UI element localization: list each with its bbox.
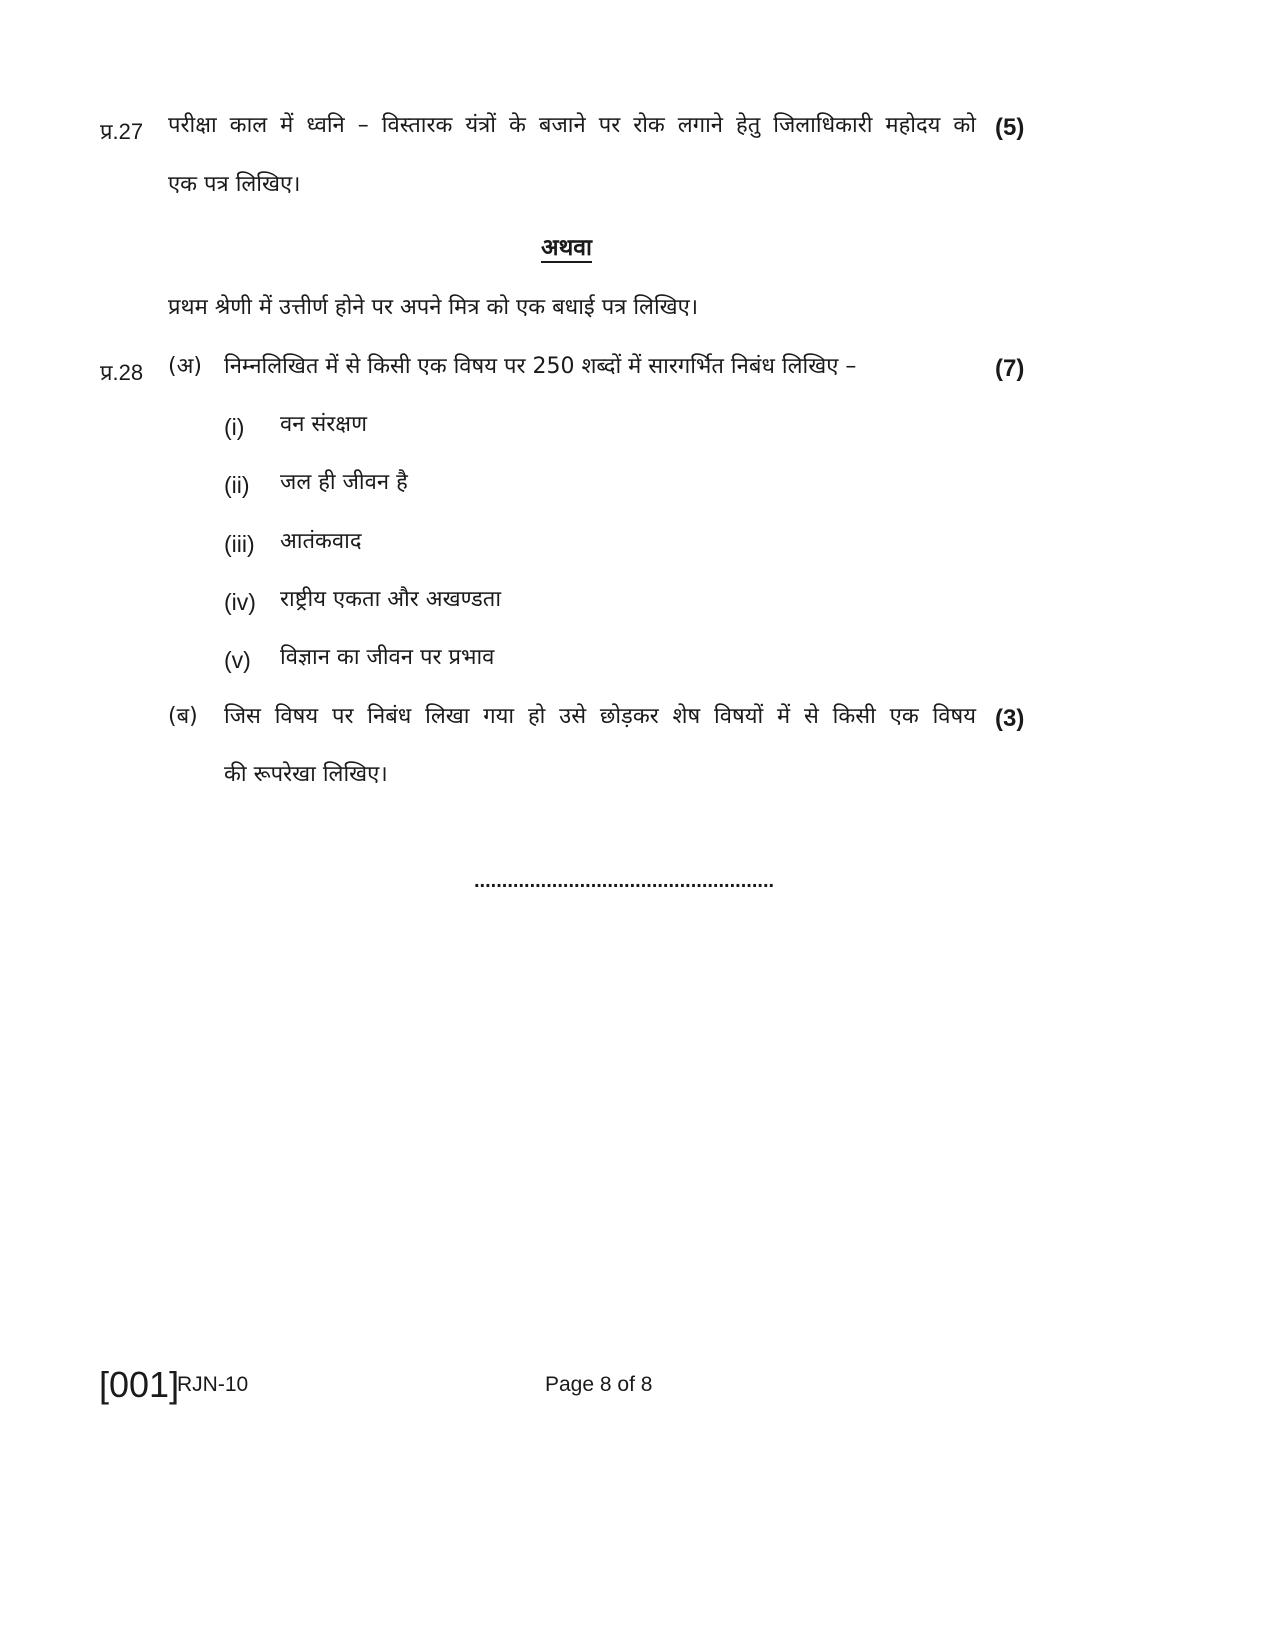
footer-page-number: Page 8 of 8 xyxy=(545,1373,653,1396)
topic-item: राष्ट्रीय एकता और अखण्डता xyxy=(280,587,502,612)
topic-item: जल ही जीवन है xyxy=(280,470,408,495)
question-28-part-b-marks: (3) xyxy=(995,705,1025,732)
question-28-part-a-label: (अ) xyxy=(168,354,202,379)
question-number-28: प्र.28 xyxy=(100,360,144,385)
topic-number: (i) xyxy=(224,414,245,440)
question-28-part-b-line-2: की रूपरेखा लिखिए। xyxy=(224,762,388,787)
topic-item: आतंकवाद xyxy=(280,529,362,554)
question-28-part-a-marks: (7) xyxy=(995,355,1025,382)
question-27-alternative: प्रथम श्रेणी में उत्तीर्ण होने पर अपने मित्र को एक बधाई पत्र लिखिए। xyxy=(168,295,699,320)
question-27-line-2: एक पत्र लिखिए। xyxy=(168,172,301,197)
question-28-part-a-text: निम्नलिखित में से किसी एक विषय पर 250 शब्दों में सारगर्भित निबंध लिखिए – xyxy=(224,354,857,379)
topic-number: (ii) xyxy=(224,472,250,498)
topic-item: विज्ञान का जीवन पर प्रभाव xyxy=(280,645,495,670)
topic-number: (iii) xyxy=(224,531,255,557)
or-heading: अथवा xyxy=(541,235,593,261)
question-number-27: प्र.27 xyxy=(100,119,144,144)
footer-paper-code: [001] xyxy=(99,1364,180,1405)
question-27-line-1: परीक्षा काल में ध्वनि – विस्तारक यंत्रों के बजाने पर रोक लगाने हेतु जिलाधिकारी महोदय को xyxy=(168,113,976,138)
footer-paper-id: RJN-10 xyxy=(177,1373,249,1396)
topic-number: (v) xyxy=(224,647,251,673)
end-of-paper-dotted-line: ...................................................... xyxy=(474,870,775,892)
question-28-part-b-line-1: जिस विषय पर निबंध लिखा गया हो उसे छोड़कर शेष विषयों में से किसी एक विषय xyxy=(224,704,976,729)
question-27-marks: (5) xyxy=(995,114,1025,141)
topic-number: (iv) xyxy=(224,589,256,615)
topic-item: वन संरक्षण xyxy=(280,412,367,437)
question-28-part-b-label: (ब) xyxy=(168,704,198,729)
